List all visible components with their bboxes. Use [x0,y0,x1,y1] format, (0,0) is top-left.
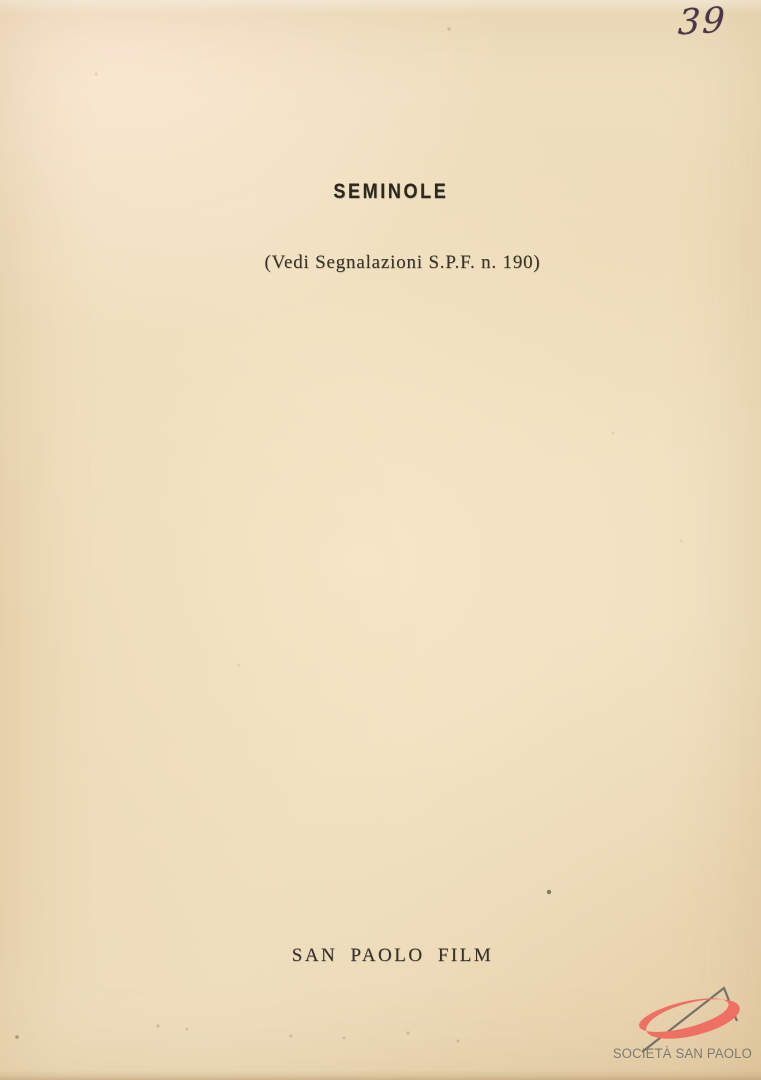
film-title [0,180,761,204]
handwritten-page-number: 39 [676,0,728,44]
paper-specks [0,0,2,2]
film-title-text: SEMINOLE [333,180,448,203]
studio-name: SAN PAOLO FILM [291,945,494,966]
societa-san-paolo-logo [608,982,758,1076]
societa-san-paolo-logo-mark [608,982,758,1076]
logo-caption: SOCIETÀ SAN PAOLO [612,1046,752,1061]
reference-note: (Vedi Segnalazioni S.P.F. n. 190) [264,252,541,273]
